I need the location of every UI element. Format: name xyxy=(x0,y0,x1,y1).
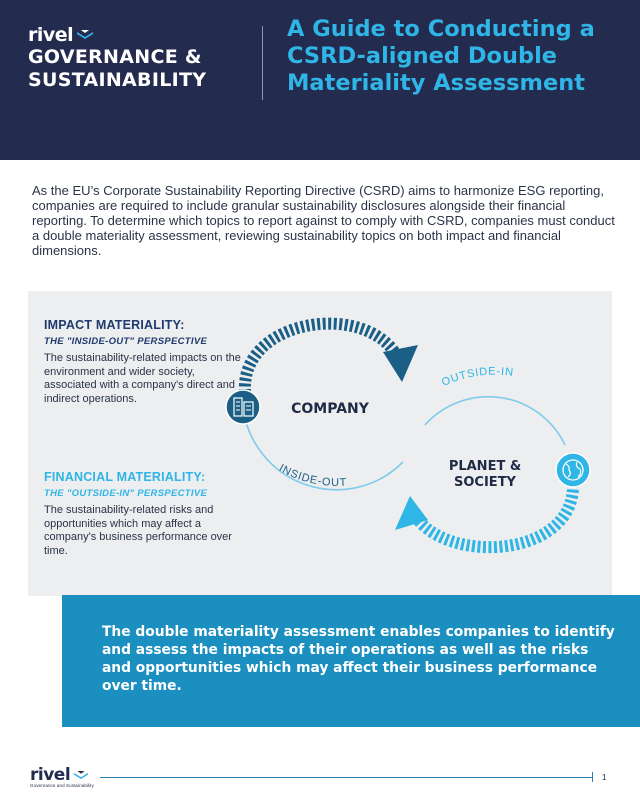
outside-in-label: OUTSIDE-IN xyxy=(439,365,515,389)
financial-subheading: THE "OUTSIDE-IN" PERSPECTIVE xyxy=(44,488,208,499)
globe-icon xyxy=(556,453,590,487)
financial-heading: FINANCIAL MATERIALITY: xyxy=(44,470,206,484)
planet-label-line-2: SOCIETY xyxy=(454,475,516,490)
footer-rule xyxy=(100,777,593,778)
planet-label-line-1: PLANET & xyxy=(448,459,522,474)
inside-out-label: INSIDE-OUT xyxy=(276,462,348,489)
brand-line-1: GOVERNANCE & xyxy=(28,46,202,68)
footer-tagline: Governance and Sustainability xyxy=(30,783,94,788)
callout-text: The double materiality assessment enables companies to identify and assess the impacts of their operations as well as the risks and opportunities which may affect their business performance over time. xyxy=(102,624,615,694)
page-title: A Guide to Conducting a CSRD-aligned Double Materiality Assessment xyxy=(287,16,595,96)
footer-rule-cap xyxy=(592,772,593,782)
inside-out-arrowhead xyxy=(383,345,418,382)
impact-body: The sustainability-related impacts on the environment and wider society, associated with a company's direct and indirect operations. xyxy=(44,352,241,405)
outside-in-ring xyxy=(425,397,565,445)
page-number: 1 xyxy=(602,773,607,782)
financial-body: The sustainability-related risks and opportunities which may affect a company's business performance over time. xyxy=(44,504,232,557)
callout-band xyxy=(62,595,640,727)
building-icon xyxy=(226,390,260,424)
footer-logo-wordmark: rivel xyxy=(30,765,71,785)
impact-subheading: THE "INSIDE-OUT" PERSPECTIVE xyxy=(44,336,208,347)
company-label: COMPANY xyxy=(291,401,369,417)
footer-logo xyxy=(30,765,94,788)
logo-wordmark: rivel xyxy=(28,24,74,46)
footer-logo-mark-icon xyxy=(73,770,89,781)
intro-paragraph: As the EU’s Corporate Sustainability Reporting Directive (CSRD) aims to harmonize ESG reporting, companies are required to include granular sustainability disclosures alongside their financial reporting. To determine which topics to report against to comply with CSRD, companies must conduct a double materiality assessment, reviewing sustainability topics on both impact and financial dimensions. xyxy=(32,183,615,258)
impact-heading: IMPACT MATERIALITY: xyxy=(44,318,185,332)
inside-out-arrow xyxy=(245,324,398,392)
outside-in-arrow xyxy=(413,484,573,547)
brand-line-2: SUSTAINABILITY xyxy=(28,69,207,91)
